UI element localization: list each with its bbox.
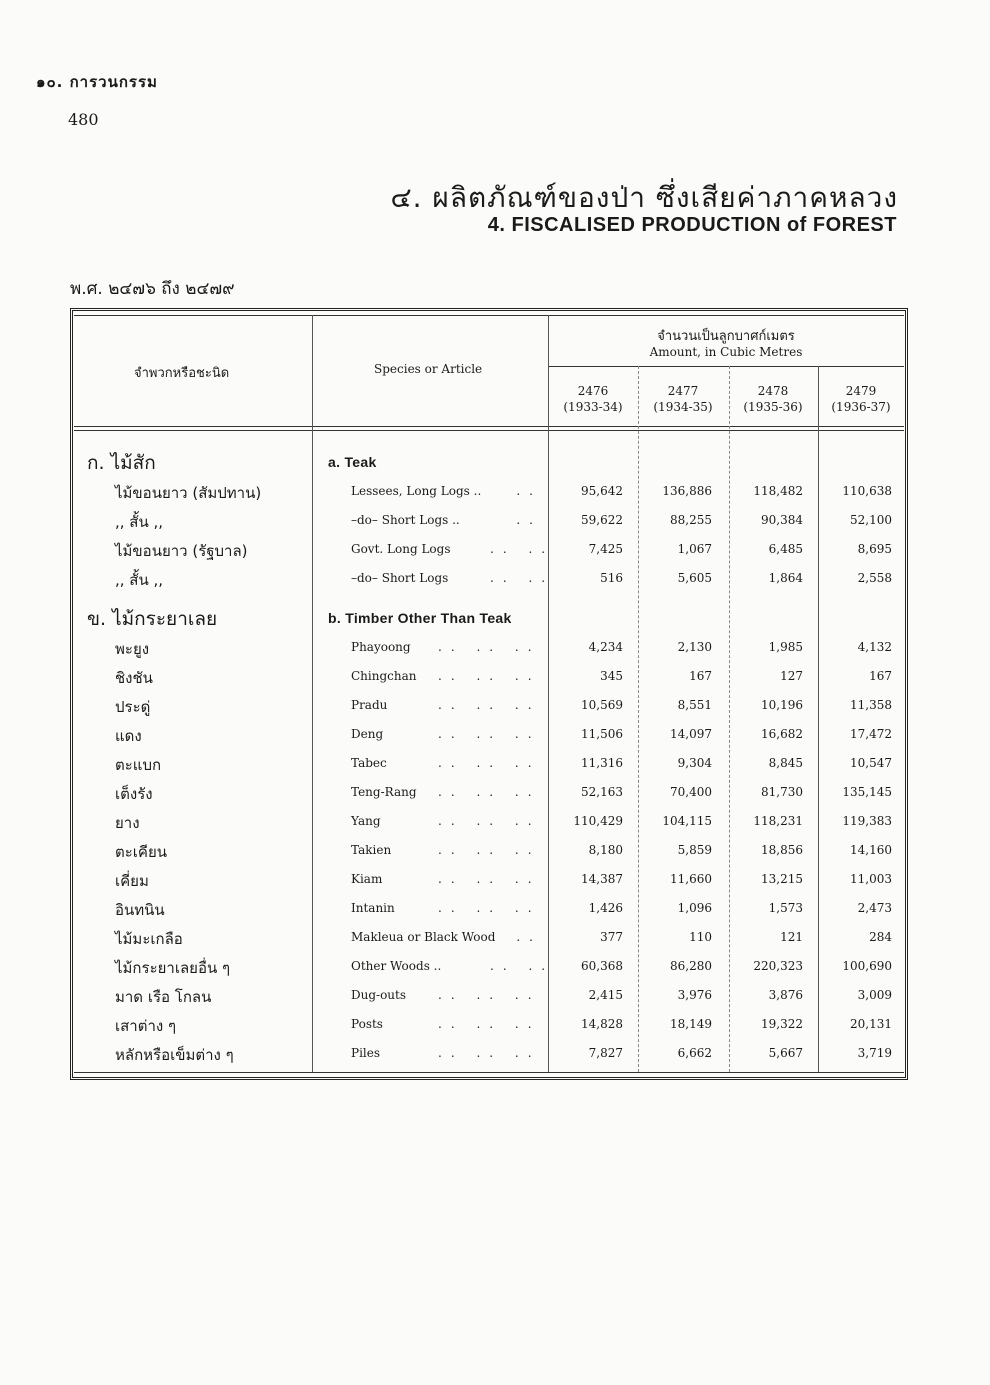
header-species-english: Species or Article <box>374 362 483 376</box>
year-range: (1936-37) <box>831 400 891 414</box>
cell-value-2476: 10,569 <box>581 698 623 712</box>
year-label: 2478 <box>757 384 789 398</box>
leader-dots: .. .. .. <box>438 1017 541 1031</box>
cell-value-2478: 1,864 <box>768 571 803 585</box>
header-bottom-rule <box>74 426 904 431</box>
row-species-english: Teng-Rang <box>351 785 417 799</box>
leader-dots: .. .. .. <box>438 785 541 799</box>
cell-value-2476: 377 <box>600 930 623 944</box>
row-category-thai: แดง <box>115 727 142 745</box>
row-species-english: Takien <box>351 843 392 857</box>
leader-dots: .. .. <box>490 959 555 973</box>
cell-value-2478: 6,485 <box>768 542 803 556</box>
row-category-thai: ยาง <box>115 814 140 832</box>
cell-value-2478: 127 <box>780 669 803 683</box>
date-range: พ.ศ. ๒๔๗๖ ถึง ๒๔๗๙ <box>70 279 235 299</box>
cell-value-2479: 100,690 <box>842 959 892 973</box>
page-number: 480 <box>68 110 99 129</box>
row-category-thai: ไม้กระยาเลยอื่น ๆ <box>115 959 231 977</box>
cell-value-2477: 6,662 <box>677 1046 712 1060</box>
year-header-2476 <box>548 383 638 415</box>
cell-value-2477: 11,660 <box>670 872 712 886</box>
cell-value-2477: 14,097 <box>670 727 712 741</box>
cell-value-2477: 5,605 <box>677 571 712 585</box>
leader-dots: .. .. .. <box>438 843 541 857</box>
row-species-english: Phayoong <box>351 640 411 654</box>
year-range: (1935-36) <box>743 400 803 414</box>
cell-value-2476: 14,387 <box>581 872 623 886</box>
year-range: (1933-34) <box>563 400 623 414</box>
table-row <box>0 509 990 538</box>
leader-dots: .. .. .. <box>438 1046 541 1060</box>
cell-value-2478: 13,215 <box>761 872 803 886</box>
row-category-thai: ประดู่ <box>115 698 151 716</box>
row-species-english: Posts <box>351 1017 383 1031</box>
cell-value-2479: 2,558 <box>857 571 892 585</box>
cell-value-2477: 110 <box>689 930 712 944</box>
page-title-thai: ๔. ผลิตภัณฑ์ของป่า ซึ่งเสียค่าภาคหลวง <box>390 181 898 214</box>
table-row <box>0 694 990 723</box>
row-category-thai: ไม้มะเกลือ <box>115 930 183 948</box>
cell-value-2479: 11,358 <box>850 698 892 712</box>
row-category-thai: เคี่ยม <box>115 872 149 890</box>
cell-value-2477: 70,400 <box>670 785 712 799</box>
row-species-english: Chingchan <box>351 669 417 683</box>
row-category-thai: ไม้ขอนยาว (สัมปทาน) <box>115 484 262 502</box>
cell-value-2476: 2,415 <box>588 988 623 1002</box>
running-head: ๑๐. การวนกรรม <box>36 73 158 91</box>
cell-value-2479: 20,131 <box>850 1017 892 1031</box>
row-species-english: Piles <box>351 1046 381 1060</box>
cell-value-2477: 1,067 <box>677 542 712 556</box>
cell-value-2476: 345 <box>600 669 623 683</box>
cell-value-2479: 3,009 <box>857 988 892 1002</box>
cell-value-2477: 8,551 <box>677 698 712 712</box>
cell-value-2479: 10,547 <box>850 756 892 770</box>
cell-value-2477: 136,886 <box>662 484 712 498</box>
cell-value-2477: 1,096 <box>677 901 712 915</box>
cell-value-2476: 7,827 <box>588 1046 623 1060</box>
cell-value-2476: 516 <box>600 571 623 585</box>
cell-value-2477: 86,280 <box>670 959 712 973</box>
row-species-english: Yang <box>351 814 381 828</box>
table-row <box>0 897 990 926</box>
row-category-thai: อินทนิน <box>115 901 165 919</box>
row-species-english: Dug-outs <box>351 988 407 1002</box>
cell-value-2477: 88,255 <box>670 513 712 527</box>
cell-value-2477: 9,304 <box>677 756 712 770</box>
cell-value-2476: 110,429 <box>573 814 623 828</box>
table-row <box>0 538 990 567</box>
leader-dots: .. .. .. <box>438 669 541 683</box>
table-row <box>0 810 990 839</box>
header-amount-thai: จำนวนเป็นลูกบาศก์เมตร <box>657 329 795 344</box>
cell-value-2477: 167 <box>689 669 712 683</box>
leader-dots: .. .. .. <box>438 901 541 915</box>
cell-value-2478: 16,682 <box>761 727 803 741</box>
table-row <box>0 781 990 810</box>
cell-value-2476: 8,180 <box>588 843 623 857</box>
cell-value-2479: 2,473 <box>857 901 892 915</box>
page-title-english: 4. FISCALISED PRODUCTION of FOREST <box>487 214 897 236</box>
leader-dots: .. .. <box>490 571 555 585</box>
row-species-english: –do– Short Logs <box>351 571 449 585</box>
cell-value-2478: 118,231 <box>753 814 803 828</box>
cell-value-2479: 8,695 <box>857 542 892 556</box>
table-row <box>0 926 990 955</box>
cell-value-2479: 3,719 <box>857 1046 892 1060</box>
leader-dots: .. .. .. <box>438 698 541 712</box>
row-species-english: Makleua or Black Wood <box>351 930 496 944</box>
row-category-thai: ชิงชัน <box>115 669 153 687</box>
table-row <box>0 868 990 897</box>
amount-header-rule <box>548 366 904 367</box>
row-category-thai: เสาต่าง ๆ <box>115 1017 177 1035</box>
leader-dots: .. <box>516 484 542 498</box>
leader-dots: .. .. .. <box>438 814 541 828</box>
cell-value-2478: 18,856 <box>761 843 803 857</box>
table-row <box>0 665 990 694</box>
year-label: 2476 <box>577 384 609 398</box>
cell-value-2476: 52,163 <box>581 785 623 799</box>
row-species-english: Govt. Long Logs <box>351 542 451 556</box>
row-category-thai: พะยูง <box>115 640 150 658</box>
cell-value-2478: 3,876 <box>768 988 803 1002</box>
year-label: 2477 <box>667 384 699 398</box>
table-bottom-rule <box>74 1072 904 1073</box>
table-row <box>0 752 990 781</box>
table-top-rule <box>74 315 904 316</box>
table-row <box>0 480 990 509</box>
table-row <box>0 636 990 665</box>
section-row <box>0 606 990 635</box>
row-category-thai: ตะเคียน <box>115 843 168 861</box>
cell-value-2476: 1,426 <box>588 901 623 915</box>
row-species-english: a. Teak <box>328 454 377 470</box>
cell-value-2479: 4,132 <box>857 640 892 654</box>
cell-value-2477: 104,115 <box>662 814 712 828</box>
year-header-2477 <box>638 383 728 415</box>
row-category-thai: ,, สั้น ,, <box>115 513 164 531</box>
cell-value-2477: 18,149 <box>670 1017 712 1031</box>
cell-value-2479: 167 <box>869 669 892 683</box>
cell-value-2476: 11,506 <box>581 727 623 741</box>
row-species-english: –do– Short Logs .. <box>351 513 460 527</box>
cell-value-2479: 14,160 <box>850 843 892 857</box>
table-row <box>0 955 990 984</box>
year-label: 2479 <box>845 384 877 398</box>
row-species-english: Tabec <box>351 756 387 770</box>
cell-value-2478: 81,730 <box>761 785 803 799</box>
cell-value-2478: 5,667 <box>768 1046 803 1060</box>
leader-dots: .. <box>516 513 542 527</box>
row-category-thai: เต็งรัง <box>115 785 153 803</box>
leader-dots: .. .. <box>490 542 555 556</box>
cell-value-2478: 1,985 <box>768 640 803 654</box>
leader-dots: .. .. .. <box>438 640 541 654</box>
row-species-english: Kiam <box>351 872 383 886</box>
leader-dots: .. .. .. <box>438 756 541 770</box>
cell-value-2476: 60,368 <box>581 959 623 973</box>
cell-value-2478: 10,196 <box>761 698 803 712</box>
leader-dots: .. .. .. <box>438 727 541 741</box>
cell-value-2477: 5,859 <box>677 843 712 857</box>
cell-value-2479: 119,383 <box>842 814 892 828</box>
row-category-thai: ก. ไม้สัก <box>87 452 156 474</box>
row-species-english: b. Timber Other Than Teak <box>328 610 512 626</box>
year-header-2479 <box>816 383 906 415</box>
row-species-english: Deng <box>351 727 384 741</box>
cell-value-2476: 59,622 <box>581 513 623 527</box>
header-category-thai: จำพวกหรือชะนิด <box>134 366 230 381</box>
row-category-thai: ไม้ขอนยาว (รัฐบาล) <box>115 542 248 560</box>
row-category-thai: ,, สั้น ,, <box>115 571 164 589</box>
row-species-english: Other Woods .. <box>351 959 442 973</box>
cell-value-2479: 284 <box>869 930 892 944</box>
header-amount-english: Amount, in Cubic Metres <box>649 345 803 359</box>
cell-value-2479: 17,472 <box>850 727 892 741</box>
cell-value-2478: 19,322 <box>761 1017 803 1031</box>
year-range: (1934-35) <box>653 400 713 414</box>
cell-value-2478: 220,323 <box>753 959 803 973</box>
cell-value-2479: 110,638 <box>842 484 892 498</box>
section-row <box>0 450 990 479</box>
cell-value-2478: 1,573 <box>768 901 803 915</box>
cell-value-2476: 95,642 <box>581 484 623 498</box>
cell-value-2476: 11,316 <box>581 756 623 770</box>
cell-value-2479: 52,100 <box>850 513 892 527</box>
cell-value-2478: 8,845 <box>768 756 803 770</box>
row-species-english: Lessees, Long Logs .. <box>351 484 482 498</box>
row-species-english: Pradu <box>351 698 388 712</box>
cell-value-2478: 90,384 <box>761 513 803 527</box>
year-header-2478 <box>728 383 818 415</box>
table-row <box>0 839 990 868</box>
table-row <box>0 1013 990 1042</box>
row-category-thai: ข. ไม้กระยาเลย <box>87 608 218 630</box>
leader-dots: .. .. .. <box>438 872 541 886</box>
row-category-thai: ตะแบก <box>115 756 162 774</box>
cell-value-2479: 11,003 <box>850 872 892 886</box>
row-species-english: Intanin <box>351 901 395 915</box>
table-row <box>0 723 990 752</box>
table-row <box>0 567 990 596</box>
leader-dots: .. .. .. <box>438 988 541 1002</box>
row-category-thai: หลักหรือเข็มต่าง ๆ <box>115 1046 234 1064</box>
table-row <box>0 1042 990 1071</box>
table-row <box>0 984 990 1013</box>
cell-value-2477: 2,130 <box>677 640 712 654</box>
cell-value-2476: 14,828 <box>581 1017 623 1031</box>
cell-value-2478: 121 <box>780 930 803 944</box>
cell-value-2476: 4,234 <box>588 640 623 654</box>
cell-value-2478: 118,482 <box>753 484 803 498</box>
cell-value-2479: 135,145 <box>842 785 892 799</box>
cell-value-2477: 3,976 <box>677 988 712 1002</box>
row-category-thai: มาด เรือ โกลน <box>115 988 212 1006</box>
leader-dots: .. <box>516 930 542 944</box>
cell-value-2476: 7,425 <box>588 542 623 556</box>
